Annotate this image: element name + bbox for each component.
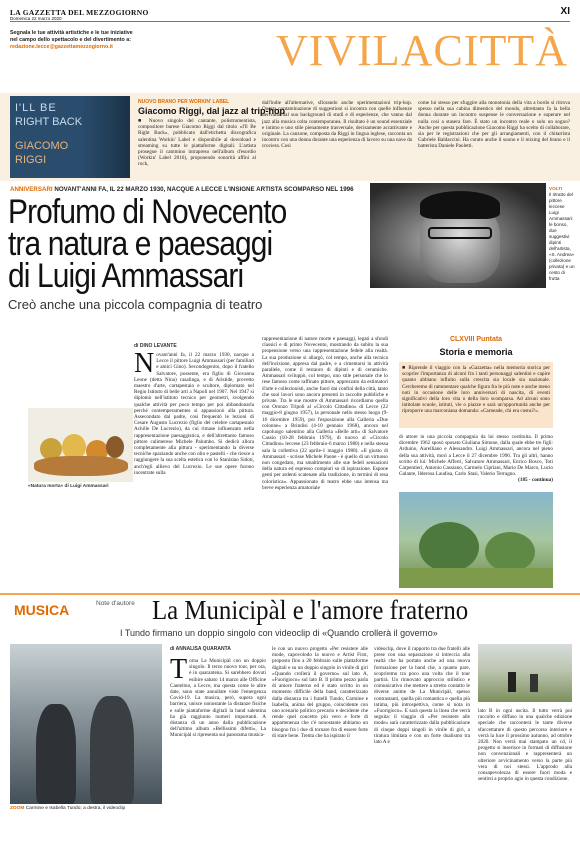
- kicker-text: NOVANT'ANNI FA, IL 22 MARZO 1930, NACQUE A LECCE L'INSIGNE ARTISTA SCOMPARSO NEL 1996: [54, 186, 354, 193]
- portrait-hair: [420, 191, 500, 219]
- top-story-column-1: ■ Nuovo singolo del cantante, polistrumentista, compositore barese Giacomo Riggi dal titolo «I'll Be Right Back», pubblicato dall'etichetta discografica salentina Workin' Label e disponibile al download e streaming su tutte le piattaforme digitali. L'artista prosegue il cammino intrapreso nell'album d'esordio (Workin' Label 2016), proponendo sonorità affini al rock,: [138, 118, 256, 168]
- band-photo-caption: [10, 806, 210, 811]
- photo-caption-volti: [549, 186, 575, 282]
- music-drop-cap: T: [170, 654, 188, 685]
- music-column-1: [170, 654, 266, 739]
- landscape-painting: [399, 492, 553, 588]
- article-column-3-text: di attore in una piccola compagnia da lui stesso costituita. Il primo dicembre 1962 sposò sposato Giuliana Simone, dalla quale ebbe tre figli: Arduino, Aurelliano e Alessandro. Luigi Ammassari, ancora nel pieno della sua attività, morì a Lecce il 27 dicembre 1996. Tra gli altri, hanno scritto di lui: Michele Afferri, Salvatore Ammassari, Enrico Bosco, Toti Carpentieri, Antonio Cassiano, Carmelo Cipriani, Mario De Marco, Lucio Galante, Ilderosa Laudisa, Carlo Stasi, Valerio Terragno.: [399, 434, 553, 478]
- painting-ground: [399, 568, 553, 588]
- music-column-1-text: orna La Municipàl con un doppio singolo. Il terzo nuovo tour, per ora, è in quarantena. Si sarebbero dovuti esibire sabato 14 marzo alle Officine Cantelmo, a Lecce, ma questa come le altre date, sono state annullate viste l'emergenza Covid-19. La musica, però, supera ogni barriera, unisce nonostante la distanze fisiche e sulle piattaforme digitali la band salentina ha già raggiunto numeri importanti. A distanza di un anno dalla pubblicazione dell'ultimo album «Bellissimi difetti», La Municipàl si ripresenta sul panorama musica-: [170, 658, 266, 739]
- fruit-grape: [106, 436, 124, 458]
- music-byline: di ANNALISA QUARANTA: [170, 646, 231, 652]
- headline-line-2: tra natura e paesaggi: [8, 225, 273, 263]
- article-column-1: [134, 348, 254, 476]
- still-life-painting: [28, 408, 133, 482]
- album-artist-line-2: RIGGI: [15, 154, 47, 166]
- album-cover-image: [10, 96, 130, 178]
- article-headline: [8, 193, 342, 295]
- music-section-label: MUSICA: [14, 602, 70, 618]
- music-column-4: lato B in ogni uscita. Il tutto verrà poi raccolto e diffuso in una qualche edizione speciale che racconterà le tante diverse sfaccettature di questo percorso interiore e verrà la luce il prossimo autunno, ad ottobre 2020. Non verrà mai stampato un cd, il progetto si inserisce in formati di diffusione non convenzionali e rappresenterà un ulteriore avvicinamento verso la parte più vera di noi stessi. L'approdo alla consapevolezza di essere fuori moda e sentirsi a proprio agio in questa condizione.: [478, 708, 572, 783]
- still-life-caption: «Natura morta» di Luigi Ammassari: [28, 484, 109, 489]
- series-episode: CLXVIII Puntata: [449, 336, 503, 343]
- painting-tree: [419, 522, 479, 572]
- person-right: [90, 696, 134, 804]
- band-photo: [10, 644, 162, 804]
- issue-date: Domenica 22 marzo 2020: [10, 16, 62, 21]
- portrait-photo: [370, 183, 546, 288]
- album-title-line-2: RIGHT BACK: [15, 116, 83, 128]
- section-title: VIVILACITTÀ: [275, 26, 568, 75]
- article-column-2: rappresentazione di nature morte e paesaggi, legati a sfondi classici e di primo Novecento, mostrando da subito la sua propensione verso una rappresentazione fedele alla realtà. La sua produzione si allargò, col tempo, anche alla tecnica dell'incisione, appresa dal padre, e a cimentarsi in attività parallele, come il restauro di dipinti e di ceramiche. Ammassari sviluppò, col tempo, uno stile personale che lo rese famoso come raffinato pittore, apprezzato da estimatori d'arte e collezionisti, anche fuori dai confini della città, tanto che suoi lavori sono ancora presenti in raccolte pubbliche e private. Tra le sue mostre di Ammassari ricordiamo quella con Oronzo Tripoli al «Circolo Cittadino» di Lecce (22 maggio-8 giugno 1957), la personale nello stesso luogo (9-16 dicembre 1959), poi l'esposizione alla Galleria «Due colonne» a Brindisi (4-10 gennaio 1968), ancora nel capoluogo salentino alla Galleria «Belle arti» di Salvatore Cassio (10-28 febbraio 1979), di nuovo al «Circolo Cittadino» leccese (23 febbraio-6 marzo 1980) e nella stessa sala la collettiva (22 aprile-1 maggio 1988). «Il giusto di Ammassari - scrisse Michele Paone - è quello di un virtuoso non congedato, ma smaltimento alle sue fedeli sensazioni della natura ed espresso compiuti su di ispirazione. Espone genti per ardenti scatenate alla tradizione, in termini di resa coloristica». Appassionato di teatro ebbe una intensa ma breve esperienza amatoriale: [262, 336, 388, 491]
- album-artist-line-1: GIACOMO: [15, 140, 69, 152]
- videoclip-still: [478, 644, 572, 702]
- article-kicker: [10, 186, 410, 193]
- portrait-glasses: [428, 227, 492, 239]
- music-deck: I Tundo firmano un doppio singolo con videoclip di «Quando crollerà il governo»: [120, 628, 438, 638]
- submission-notice: [10, 30, 210, 51]
- music-section-subtitle: Note d'autore: [96, 600, 135, 607]
- contact-email[interactable]: redazione.lecce@gazzettamezzogiorno.it: [10, 44, 113, 50]
- page-number: XI: [560, 6, 570, 17]
- kicker-tag: ANNIVERSARI: [10, 186, 53, 193]
- album-cover-shade: [80, 96, 130, 178]
- notice-line-1: Segnala le tue attività artistiche e le tue iniziative: [10, 30, 133, 36]
- painting-bush: [485, 532, 535, 572]
- article-column-3: [399, 434, 553, 484]
- series-intro-box: ■ Riprende il viaggio con la «Gazzetta» nella memoria storica per scoprire l'importanza di alcuni fra i tanti personaggi salentini e capire quanto abbiano influito sulla crescita sia locale sia nazionale. Cercheremo di rammentare qualche figura fra le più note e anche meno noti in occasione delle loro anniversari di nascita, di eventi significativi della loro vita o della loro scomparsa. Ad alcuni sono intitolate scuole, istituti, vie o piazze e sarà un'opportunità anche per riproporre una marconiana domanda: «Carneade, chi era costui?».: [399, 362, 553, 428]
- article-byline: di DINO LEVANTE: [134, 343, 177, 349]
- masthead: [10, 8, 570, 22]
- top-story-headline: Giacomo Riggi, dal jazz al trip-hop: [138, 106, 286, 116]
- caption-text: Il ritratto del pittore leccese Luigi Ammassari: le bonso, due suggestivi dipinti dell'artista, «S. Andrea» (collezione privata) e un cesto di frutta: [549, 192, 575, 281]
- figure-1: [508, 672, 516, 692]
- figure-2: [530, 674, 538, 692]
- series-title: Storia e memoria: [439, 347, 513, 357]
- top-story-kicker: NUOVO BRANO PER WORKIN' LABEL: [138, 99, 230, 105]
- article-column-1-text: ovant'anni fa, il 22 marzo 1930, nacque a Lecce il pittore Luigi Ammassari (per familiari e amici Gino). Secondogenito, dopo il fratello Salvatore, possente, era figlio di Giovanna Leone (detta Nina) casalinga, e di Aristide, provetto maestro d'arte, cartapestaio e scultore, diplomato nel Regio Istituto di belle arti a Napoli nel 1907. Nel 1947 si diplomò nell'istituto tecnico per geometri, svolgendo qualche attività per poco tempo per poi abbandonarla perché contemperamentes si appassionò alla pittura. Assecondato dal padre, così frequentò le lezioni di Cesare Augusto Lucrezio (figlio del celebre cartapestaio Achille De Lucrezio), da cui rimase influenzato nella rappresentazione paesaggistica, e dell'altrettanto famoso pittore calimerese Michele Palumbo. Si dedicò allora completamente alla pittura - sperimentando la diverse tecniche spaziando anche con olio e pastelli - che riesce a raggiungere la sua scelta estetica con lo Stanislao Sidoti, anch'egli allievo del Lucrezio. Le sue opere furono incentrate sulla: [134, 352, 254, 476]
- music-column-3: videoclip, dove il rapporto tra due fratelli alle prese con una separazione si intreccia alla realtà che ha portato anche ad una nuova formazione per la band che, a quanto pare, scopriremo tra poco una volta che il tour partirà. Un rinnovato approccio stilistico e comunicativo che mettere a stretto contatto le diverse anime de La Municipàl, spesso contrastanti, quella più romantica e quella più intima, più introspettiva, come si nota in «Fuorigioco». E sarà questa la linea che verrà seguita: il viaggio di «Per resistere alle mode» sarà caratterizzato dalla pubblicazione di cinque doppi singoli in vinile di giri, a tiratura limitata e con un forte dualismo tra lato A e: [374, 646, 470, 746]
- top-story-column-3: come lui stesso per sfuggire alla monotonia della vita a bordo si ritrova spesso nella sua cabina dimentico del mondo, altrettanto fa la bella donna durante un incontro suspense le conversazione e superare nel nulla così a stasera fare. È stato un incontro reale o solo un sogno? Anche per questa pubblicazione Giacomo Riggi ha scelto di collaborare, sia per le registrazioni che per gli arrangiamenti, con il chitarrista Gabriele Baldaccini. Ha curato anche il suono e il mixing del brano e il batterista Daniele Paoletti.: [418, 100, 570, 150]
- music-headline: La Municipàl e l'amore fraterno: [152, 595, 469, 625]
- notice-line-2: nel campo dello spettacolo e del divertimento a:: [10, 37, 131, 43]
- drop-cap: N: [134, 348, 155, 379]
- person-left: [36, 704, 76, 804]
- album-title-line-1: I'LL BE: [15, 102, 57, 114]
- fruit-basket: [34, 456, 128, 476]
- zoom-tag: ZOOM: [10, 806, 25, 811]
- zoom-text: Carmine e Isabella Tundo; a destra, il videoclip: [25, 806, 126, 811]
- headline-line-1: Profumo di Novecento: [8, 193, 287, 231]
- series-header: [399, 336, 553, 357]
- article-signoff: (185 - continua): [518, 477, 553, 484]
- top-story-column-2: dall'indie all'alternative, sfiorando anche sperimentazioni trip-hop. Questa contaminazione di suggestioni si incontra con quelle influenze derivanti dal suo background di studi e di esperienze, che vanno dal jazz alla musica colta contemporanea. Il risultato è un sound essenziale e intimo e uno stile pienamente trasversale, decisamente accattivante e originale. La canzone, composta da Riggi in lingua inglese, racconta un incontro con una donna durante una esperienza di lavoro su una nave da crociera. Così: [262, 100, 412, 150]
- headline-line-3: di Luigi Ammassari: [8, 257, 244, 295]
- article-subhead: Creò anche una piccola compagnia di teatro: [8, 297, 263, 312]
- music-column-2: le con un nuovo progetto «Per resistere alle mode, capovolodo la nuovo e Artist First, proposto fino a 20 febbraio sulle piattaforme digitali e su un doppio singolo in vinile di giri «Quando crollerà il governo» sul lato A, «Fuorigioco» sul lato B. Il primo pezzo parla di amore fraterno ed è stato scritto in un momento difficile della band, caratterizzato dalla distanza tra i fratelli Tundo, Carmine e Isabella, anima del gruppo, coincidente con uno scenario politico precario e decidente che rende quel concetto più vero e forte di appartenenza che c'è nonostante abbiamo un bisogno fra i due di tornare fra di essere forte di stare bene. Trenta che ha ispirato il: [272, 646, 368, 739]
- caption-tag: VOLTI: [549, 186, 563, 191]
- newspaper-name: LA GAZZETTA DEL MEZZOGIORNO: [10, 8, 149, 17]
